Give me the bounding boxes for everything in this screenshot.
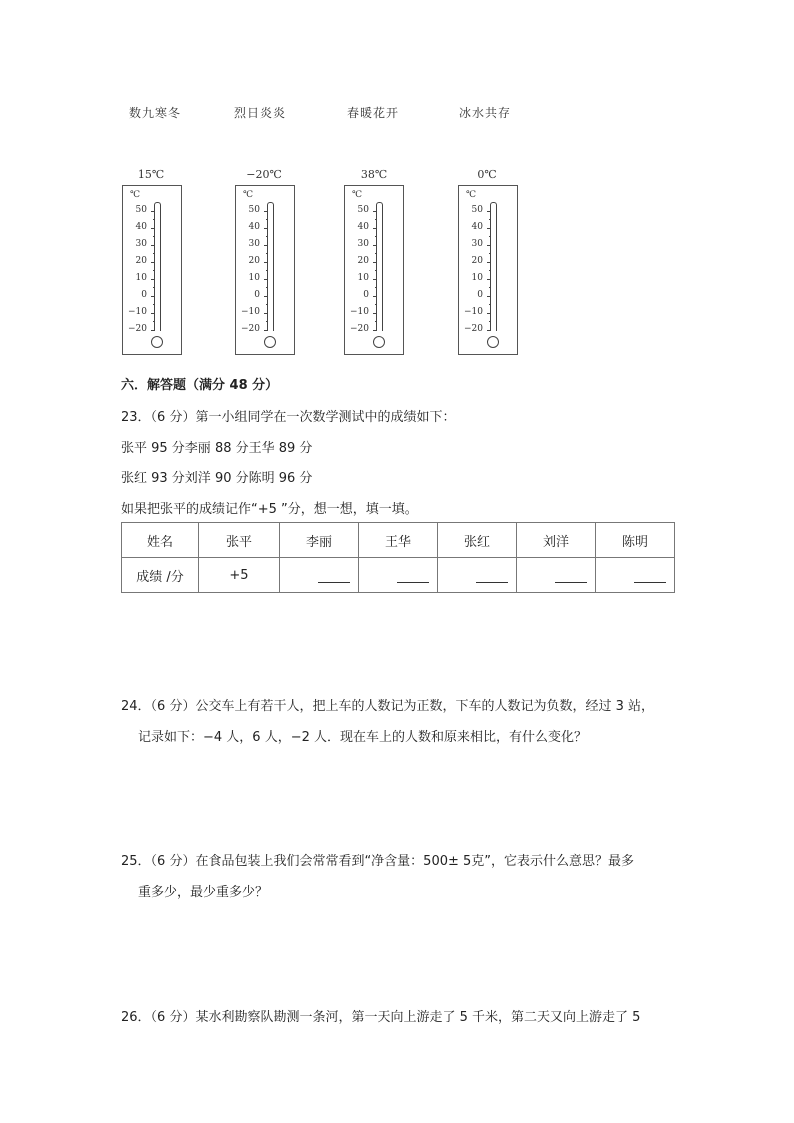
thermometer-scale-label: −20 <box>464 324 483 334</box>
thermometer-unit: ℃ <box>243 190 254 200</box>
thermometer-scale-label: −10 <box>464 307 483 317</box>
thermometer-scale-label: −20 <box>128 324 147 334</box>
thermometer-scale-label: 20 <box>248 256 260 266</box>
thermometer-minor-tick <box>266 219 268 220</box>
thermometer-unit: ℃ <box>352 190 363 200</box>
thermometer-tick <box>151 330 155 331</box>
thermometer-minor-tick <box>266 304 268 305</box>
table-header-cell: 张红 <box>438 523 517 558</box>
thermometer-scale-label: 0 <box>141 290 147 300</box>
thermometer-unit: ℃ <box>130 190 141 200</box>
thermometer-tube <box>376 202 383 331</box>
thermometer-minor-tick <box>153 236 155 237</box>
thermometer-tick <box>151 313 155 314</box>
thermometer-scale-label: 10 <box>248 273 260 283</box>
thermometer-tick <box>151 245 155 246</box>
thermometer-minor-tick <box>375 270 377 271</box>
thermometer-scale-label: 50 <box>357 205 369 215</box>
answer-blank-lili[interactable] <box>280 558 359 593</box>
thermometer-scale-label: 20 <box>471 256 483 266</box>
answer-blank-zhanghong[interactable] <box>438 558 517 593</box>
thermometer-minor-tick <box>153 321 155 322</box>
thermometer-scale-label: 50 <box>471 205 483 215</box>
thermometer-tick <box>373 262 377 263</box>
table-header-cell: 张平 <box>199 523 280 558</box>
thermometer-scale-label: 10 <box>357 273 369 283</box>
thermometer-scale-label: 20 <box>135 256 147 266</box>
thermometer-minor-tick <box>266 236 268 237</box>
q26-line1: 26．（6 分）某水利勘察队勘测一条河，第一天向上游走了 5 千米，第二天又向上游走了 5 <box>121 1010 641 1025</box>
thermometer-temp-3: 38℃ <box>360 168 388 181</box>
table-header-row <box>122 523 675 558</box>
thermometer-tick <box>264 279 268 280</box>
thermometer-scale-label: 30 <box>248 239 260 249</box>
thermometer-tick <box>151 296 155 297</box>
thermometer-scale-label: −20 <box>241 324 260 334</box>
answer-blank-liuyang[interactable] <box>517 558 596 593</box>
thermometer-temp-4: 0℃ <box>477 168 497 181</box>
thermometer-minor-tick <box>489 287 491 288</box>
thermometer-minor-tick <box>153 270 155 271</box>
table-header-cell: 姓名 <box>122 523 199 558</box>
thermometer-minor-tick <box>266 253 268 254</box>
thermometer-scale-label: 50 <box>248 205 260 215</box>
thermometer-minor-tick <box>153 219 155 220</box>
thermometer-minor-tick <box>489 236 491 237</box>
thermometer-tube <box>490 202 497 331</box>
thermometer-tick <box>487 330 491 331</box>
table-header-cell: 陈明 <box>596 523 675 558</box>
thermometer-minor-tick <box>375 287 377 288</box>
thermometer-tick <box>264 330 268 331</box>
thermometer-scale-label: 10 <box>471 273 483 283</box>
thermometer-tick <box>264 211 268 212</box>
thermometer-4 <box>458 185 518 355</box>
thermometer-tick <box>151 262 155 263</box>
thermometer-temp-2: −20℃ <box>246 168 282 181</box>
thermometer-tube <box>267 202 274 331</box>
thermometer-minor-tick <box>489 270 491 271</box>
row-label-cell: 成绩 /分 <box>122 558 199 593</box>
table-header-cell: 刘洋 <box>517 523 596 558</box>
thermometer-scale-label: 40 <box>135 222 147 232</box>
thermometer-bulb <box>487 336 499 348</box>
thermometer-scale-label: 30 <box>357 239 369 249</box>
thermometer-scale-label: 20 <box>357 256 369 266</box>
q23-stem: 23．（6 分）第一小组同学在一次数学测试中的成绩如下： <box>121 410 456 425</box>
thermometer-tick <box>264 245 268 246</box>
thermometer-scale-label: 0 <box>477 290 483 300</box>
thermometer-tick <box>373 279 377 280</box>
thermometer-tick <box>264 262 268 263</box>
score-cell-zhangping: +5 <box>199 558 280 593</box>
q23-scores-line1: 张平 95 分李丽 88 分王华 89 分 <box>121 441 313 456</box>
thermometer-tick <box>151 211 155 212</box>
thermometer-tick <box>264 228 268 229</box>
thermometer-minor-tick <box>153 253 155 254</box>
q25-line2: 重多少，最少重多少？ <box>138 885 269 900</box>
thermometer-minor-tick <box>489 321 491 322</box>
thermometer-minor-tick <box>375 236 377 237</box>
answer-blank-chenming[interactable] <box>596 558 675 593</box>
thermometer-scale-label: −10 <box>241 307 260 317</box>
thermometer-scale-label: 50 <box>135 205 147 215</box>
thermometer-tick <box>373 330 377 331</box>
thermometer-scale-label: 0 <box>254 290 260 300</box>
thermometer-scale-label: 30 <box>135 239 147 249</box>
thermometer-scale-label: −10 <box>350 307 369 317</box>
thermometer-tick <box>373 245 377 246</box>
score-table <box>121 522 675 593</box>
q24-line2: 记录如下：−4 人，6 人，−2 人．现在车上的人数和原来相比，有什么变化？ <box>138 730 587 745</box>
thermometer-minor-tick <box>375 219 377 220</box>
thermometer-scale-label: −20 <box>350 324 369 334</box>
weather-label-4: 冰水共存 <box>459 106 512 120</box>
thermometer-minor-tick <box>489 219 491 220</box>
answer-blank-wanghua[interactable] <box>359 558 438 593</box>
table-row <box>122 558 675 593</box>
thermometer-1 <box>122 185 182 355</box>
thermometer-tick <box>264 296 268 297</box>
thermometer-tick <box>487 211 491 212</box>
section-title: 六．解答题（满分 48 分） <box>121 378 279 393</box>
table-header-cell: 李丽 <box>280 523 359 558</box>
thermometer-tick <box>487 296 491 297</box>
weather-label-1: 数九寒冬 <box>129 106 182 120</box>
thermometer-tick <box>487 313 491 314</box>
thermometer-scale-label: 40 <box>248 222 260 232</box>
q24-line1: 24．（6 分）公交车上有若干人，把上车的人数记为正数，下车的人数记为负数，经过 3 站， <box>121 699 654 714</box>
thermometer-tick <box>487 228 491 229</box>
thermometer-minor-tick <box>153 304 155 305</box>
thermometer-scale-label: −10 <box>128 307 147 317</box>
thermometer-tick <box>373 313 377 314</box>
thermometer-minor-tick <box>153 287 155 288</box>
thermometer-tick <box>487 262 491 263</box>
thermometer-2 <box>235 185 295 355</box>
table-header-cell: 王华 <box>359 523 438 558</box>
thermometer-scale-label: 40 <box>471 222 483 232</box>
thermometer-tick <box>487 245 491 246</box>
thermometer-tick <box>373 228 377 229</box>
thermometer-minor-tick <box>266 321 268 322</box>
thermometer-tick <box>151 228 155 229</box>
thermometer-temp-1: 15℃ <box>137 168 165 181</box>
q23-prompt: 如果把张平的成绩记作“+5 ”分，想一想，填一填。 <box>121 502 418 517</box>
thermometer-unit: ℃ <box>466 190 477 200</box>
thermometer-scale-label: 0 <box>363 290 369 300</box>
thermometer-scale-label: 10 <box>135 273 147 283</box>
thermometer-minor-tick <box>375 253 377 254</box>
thermometer-minor-tick <box>266 270 268 271</box>
thermometer-scale-label: 30 <box>471 239 483 249</box>
thermometer-minor-tick <box>489 304 491 305</box>
thermometer-bulb <box>264 336 276 348</box>
thermometer-tick <box>373 211 377 212</box>
q23-scores-line2: 张红 93 分刘洋 90 分陈明 96 分 <box>121 471 313 486</box>
thermometer-bulb <box>373 336 385 348</box>
thermometer-tick <box>487 279 491 280</box>
thermometer-minor-tick <box>375 321 377 322</box>
thermometer-bulb <box>151 336 163 348</box>
thermometer-tick <box>264 313 268 314</box>
thermometer-scale-label: 40 <box>357 222 369 232</box>
thermometer-tick <box>373 296 377 297</box>
thermometer-3 <box>344 185 404 355</box>
thermometer-tube <box>154 202 161 331</box>
thermometer-minor-tick <box>266 287 268 288</box>
weather-label-3: 春暖花开 <box>347 106 400 120</box>
q25-line1: 25．（6 分）在食品包装上我们会常常看到“净含量：500± 5克”，它表示什么意思？最多 <box>121 854 635 869</box>
thermometer-minor-tick <box>489 253 491 254</box>
thermometer-tick <box>151 279 155 280</box>
thermometer-minor-tick <box>375 304 377 305</box>
weather-label-2: 烈日炎炎 <box>234 106 287 120</box>
